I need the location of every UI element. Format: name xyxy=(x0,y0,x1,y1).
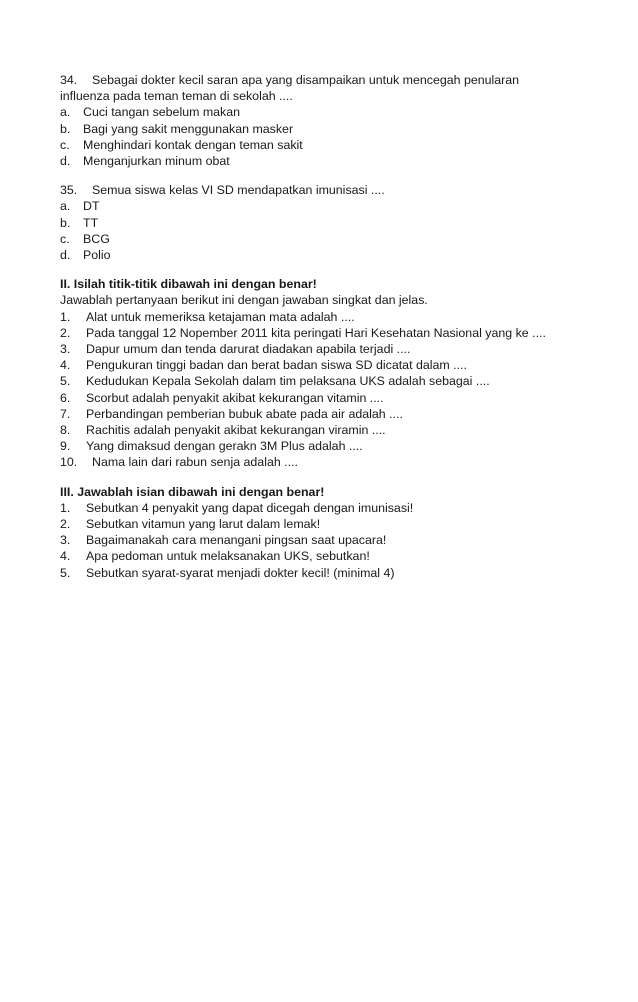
section-instruction: Jawablah pertanyaan berikut ini dengan jawaban singkat dan jelas. xyxy=(60,293,428,308)
question-number: 35. xyxy=(60,183,78,198)
option-b: b. Bagi yang sakit menggunakan masker xyxy=(60,121,294,136)
list-item: 4. Apa pedoman untuk melaksanakan UKS, sebutkan! xyxy=(60,549,370,564)
exam-page xyxy=(60,72,620,581)
option-c: c. Menghindari kontak dengan teman sakit xyxy=(60,137,303,152)
section-heading: II. Isilah titik-titik dibawah ini dengan benar! xyxy=(60,277,317,292)
list-item: 3. Bagaimanakah cara menangani pingsan saat upacara! xyxy=(60,533,387,548)
option-d: d. Menganjurkan minum obat xyxy=(60,154,230,169)
list-item: 6. Scorbut adalah penyakit akibat kekurangan vitamin .... xyxy=(60,390,384,405)
question-35 xyxy=(60,182,620,263)
list-item: 2. Pada tanggal 12 Nopember 2011 kita peringati Hari Kesehatan Nasional yang ke .... xyxy=(60,325,546,340)
list-item: 5. Kedudukan Kepala Sekolah dalam tim pelaksana UKS adalah sebagai .... xyxy=(60,374,490,389)
list-item: 3. Dapur umum dan tenda darurat diadakan apabila terjadi .... xyxy=(60,342,411,357)
list-item: 1. Sebutkan 4 penyakit yang dapat dicegah dengan imunisasi! xyxy=(60,500,414,515)
option-b: b. TT xyxy=(60,215,99,230)
option-a: a. DT xyxy=(60,199,100,214)
list-item: 1. Alat untuk memeriksa ketajaman mata adalah .... xyxy=(60,309,355,324)
question-stem: Sebagai dokter kecil saran apa yang disampaikan untuk mencegah penularan xyxy=(92,73,520,87)
option-d: d. Polio xyxy=(60,248,111,263)
list-item: 4. Pengukuran tinggi badan dan berat badan siswa SD dicatat dalam .... xyxy=(60,358,467,373)
list-item: 7. Perbandingan pemberian bubuk abate pada air adalah .... xyxy=(60,406,403,421)
list-item: 9. Yang dimaksud dengan gerakn 3M Plus adalah .... xyxy=(60,439,363,454)
option-c: c. BCG xyxy=(60,231,110,246)
list-item: 5. Sebutkan syarat-syarat menjadi dokter kecil! (minimal 4) xyxy=(60,565,395,580)
question-stem: Semua siswa kelas VI SD mendapatkan imunisasi .... xyxy=(92,183,385,198)
question-34 xyxy=(60,72,620,169)
section-heading: III. Jawablah isian dibawah ini dengan benar! xyxy=(60,484,325,499)
question-number: 34. xyxy=(60,73,78,87)
option-a: a. Cuci tangan sebelum makan xyxy=(60,105,241,120)
section-3 xyxy=(60,484,620,581)
list-item: 8. Rachitis adalah penyakit akibat kekurangan viramin .... xyxy=(60,423,386,438)
list-item: 10. Nama lain dari rabun senja adalah .... xyxy=(60,455,298,470)
question-stem-continued: influenza pada teman teman di sekolah .... xyxy=(60,89,293,104)
section-2 xyxy=(60,276,620,470)
list-item: 2. Sebutkan vitamun yang larut dalam lemak! xyxy=(60,517,321,532)
